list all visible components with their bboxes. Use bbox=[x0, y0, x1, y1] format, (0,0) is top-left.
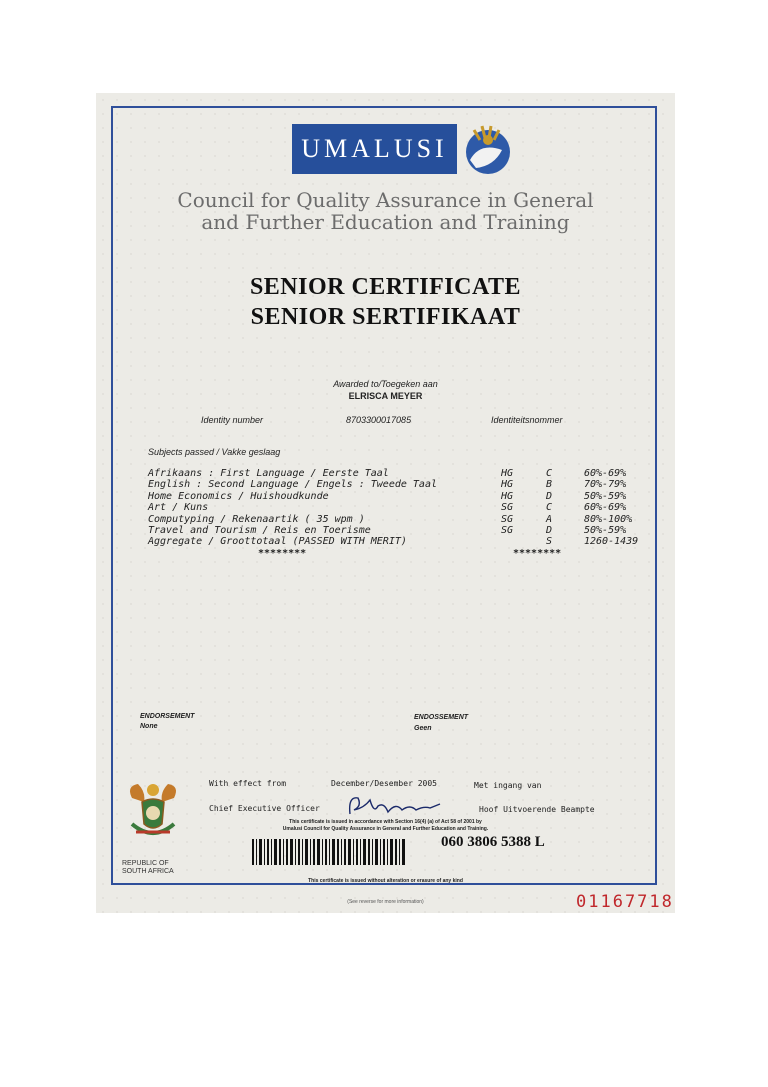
certificate-sheet bbox=[96, 93, 675, 913]
crest-caption-2: SOUTH AFRICA bbox=[122, 868, 174, 875]
recipient-name: ELRISCA MEYER bbox=[348, 391, 423, 401]
endorsement-value-af: Geen bbox=[414, 725, 432, 732]
grade-symbol: C bbox=[546, 502, 553, 514]
grade-level: HG bbox=[501, 479, 514, 491]
grade-range: 60%-69% bbox=[584, 502, 627, 514]
officer-label-af: Hoof Uitvoerende Beampte bbox=[479, 805, 595, 814]
subject-name: Computyping / Rekenaartik ( 35 wpm ) bbox=[148, 513, 365, 525]
umalusi-logo bbox=[292, 124, 457, 174]
effect-date: December/Desember 2005 bbox=[331, 779, 437, 788]
grade-symbol: S bbox=[546, 536, 553, 548]
grade-level: SG bbox=[501, 524, 514, 536]
grade-row bbox=[501, 491, 671, 502]
warning-text: This certificate is issued without alteration or erasure of any kind bbox=[308, 878, 463, 884]
certificate-number: 060 3806 5388 L bbox=[441, 834, 545, 850]
grade-range: 50%-59% bbox=[584, 490, 627, 502]
endorsement-value-en: None bbox=[140, 723, 158, 730]
subject-name: Aggregate / Groottotaal (PASSED WITH MERIT) bbox=[148, 536, 407, 548]
council-line-1: Council for Quality Assurance in General bbox=[177, 188, 594, 212]
grade-range: 70%-79% bbox=[584, 479, 627, 491]
effect-label-af: Met ingang van bbox=[474, 781, 542, 790]
signature-icon bbox=[344, 790, 444, 820]
grade-row bbox=[501, 479, 671, 490]
grade-row bbox=[501, 536, 671, 547]
identity-number: 8703300017085 bbox=[346, 415, 412, 425]
grade-symbol: D bbox=[546, 490, 553, 502]
logo-text: UMALUSI bbox=[301, 134, 448, 163]
grade-level: HG bbox=[501, 468, 514, 479]
endorsement-label-en: ENDORSEMENT bbox=[140, 713, 195, 720]
grade-level: SG bbox=[501, 513, 514, 525]
grade-level bbox=[501, 536, 546, 547]
awarded-label: Awarded to/Toegeken aan bbox=[333, 379, 438, 389]
grade-range: 80%-100% bbox=[584, 513, 633, 525]
crest-caption-1: REPUBLIC OF bbox=[122, 860, 169, 867]
grade-row bbox=[501, 502, 671, 513]
grade-row bbox=[501, 525, 671, 536]
title-afrikaans: SENIOR SERTIFIKAAT bbox=[250, 304, 521, 330]
subject-name: Afrikaans : First Language / Eerste Taal bbox=[148, 468, 389, 479]
legal-line-2: Umalusi Council for Quality Assurance in General and Further Education and Training. bbox=[282, 826, 489, 832]
grade-symbol: A bbox=[546, 513, 553, 525]
stars-left: ******** bbox=[258, 547, 307, 559]
council-line-2: and Further Education and Training bbox=[201, 210, 570, 234]
grade-range: 50%-59% bbox=[584, 524, 627, 536]
grade-range: 1260-1439 bbox=[584, 536, 639, 548]
reverse-note: (See reverse for more information) bbox=[347, 899, 424, 905]
subject-name: Home Economics / Huishoudkunde bbox=[148, 490, 329, 502]
identity-label-en: Identity number bbox=[201, 415, 264, 425]
identity-label-af: Identiteitsnommer bbox=[491, 415, 563, 425]
umalusi-emblem-icon bbox=[458, 120, 514, 180]
subject-name: English : Second Language / Engels : Tweede Taal bbox=[148, 479, 437, 491]
grade-range: 60%-69% bbox=[584, 468, 627, 479]
title-english: SENIOR CERTIFICATE bbox=[249, 274, 522, 300]
effect-label-en: With effect from bbox=[209, 779, 287, 788]
grade-row bbox=[501, 514, 671, 525]
grade-row bbox=[501, 468, 671, 479]
officer-label-en: Chief Executive Officer bbox=[209, 804, 320, 813]
grade-level: HG bbox=[501, 490, 514, 502]
barcode-icon bbox=[252, 839, 407, 865]
grade-symbol: D bbox=[546, 524, 553, 536]
grade-symbol: B bbox=[546, 479, 553, 491]
grades-list bbox=[501, 468, 671, 559]
grade-symbol: C bbox=[546, 468, 553, 479]
subject-name: Travel and Tourism / Reis en Toerisme bbox=[148, 524, 371, 536]
stars-right: ******** bbox=[513, 547, 562, 559]
serial-number: 01167718 bbox=[576, 892, 674, 912]
subject-name: Art / Kuns bbox=[148, 502, 209, 514]
legal-line-1: This certificate is issued in accordance with Section 16(4) (a) of Act 58 of 2001 by bbox=[289, 819, 482, 825]
endorsement-label-af: ENDOSSEMENT bbox=[414, 714, 469, 721]
subjects-label: Subjects passed / Vakke geslaag bbox=[148, 447, 281, 457]
south-africa-coat-of-arms-icon bbox=[124, 780, 182, 842]
grade-level: SG bbox=[501, 502, 514, 514]
